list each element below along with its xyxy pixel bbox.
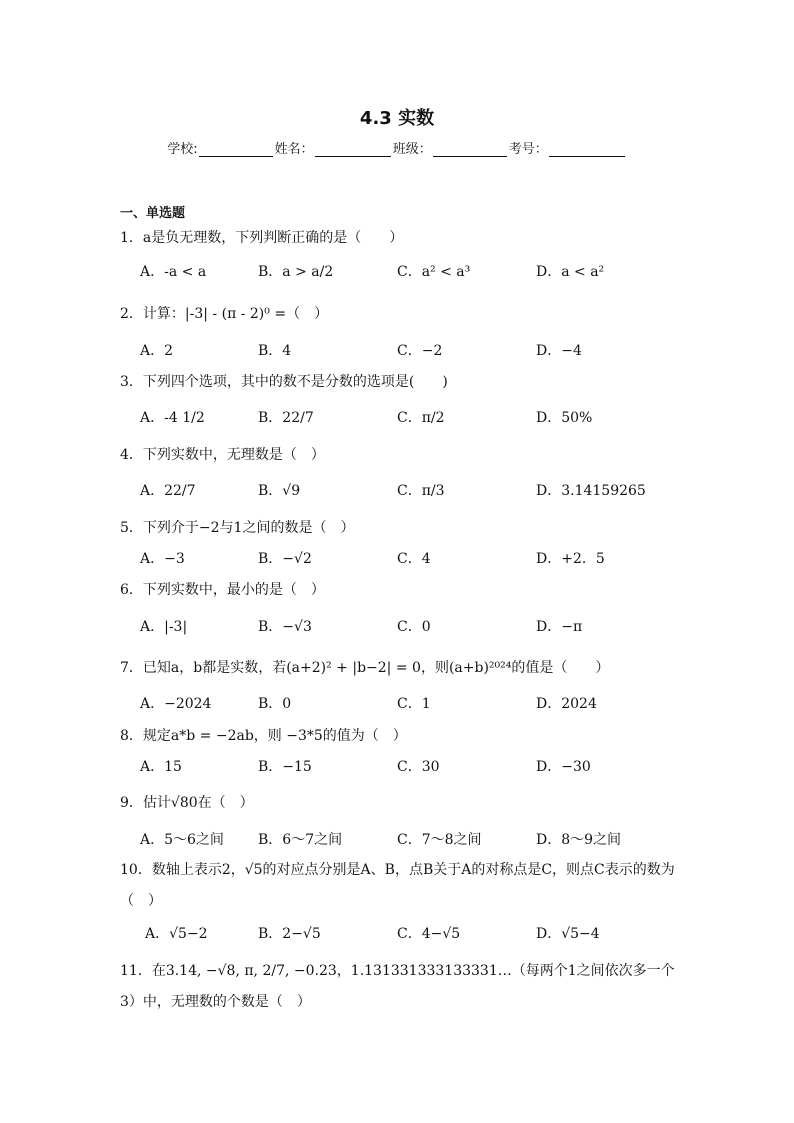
- question-8-option-b[interactable]: B．−15: [258, 759, 312, 775]
- question-2-option-a[interactable]: A．2: [140, 343, 174, 359]
- question-2-option-d[interactable]: D．−4: [536, 343, 582, 359]
- question-7-option-b[interactable]: B．0: [258, 696, 292, 712]
- question-10-option-a[interactable]: A．√5−2: [145, 926, 208, 942]
- question-7-stem: 7．已知a，b都是实数，若(a+2)² + |b−2| = 0，则(a+b)²⁰²⁴的值是（ ）: [120, 660, 610, 676]
- school-label: 学校:: [167, 142, 198, 157]
- student-info-line: [0, 138, 794, 157]
- question-7-option-a[interactable]: A．−2024: [140, 696, 212, 712]
- question-3-option-c[interactable]: C．π/2: [397, 410, 445, 426]
- question-2-option-b[interactable]: B．4: [258, 343, 292, 359]
- question-3-stem: 3．下列四个选项，其中的数不是分数的选项是( ): [120, 374, 448, 390]
- question-6-option-b[interactable]: B．−√3: [258, 619, 312, 635]
- section-title: 一、单选题: [120, 206, 186, 221]
- question-10-stem: 10．数轴上表示2，√5的对应点分别是A、B，点B关于A的对称点是C，则点C表示的数为（ ）: [120, 862, 675, 909]
- class-label: 班级：: [392, 142, 432, 157]
- question-4-option-a[interactable]: A．22/7: [140, 483, 196, 499]
- number-field[interactable]: [549, 142, 625, 157]
- question-7-option-c[interactable]: C．1: [397, 696, 431, 712]
- question-10-option-b[interactable]: B．2−√5: [258, 926, 321, 942]
- question-8-stem: 8．规定a*b = −2ab，则 −3*5的值为（ ）: [120, 728, 407, 744]
- question-6-option-a[interactable]: A．|-3|: [140, 619, 188, 635]
- question-6-option-c[interactable]: C．0: [397, 619, 431, 635]
- page-title: 4.3 实数: [359, 108, 435, 129]
- question-1-option-d[interactable]: D．a < a²: [536, 264, 605, 280]
- question-5-option-a[interactable]: A．−3: [140, 551, 185, 567]
- question-1-option-b[interactable]: B．a > a/2: [258, 264, 334, 280]
- name-field[interactable]: [315, 142, 391, 157]
- number-label: 考号：: [508, 142, 548, 157]
- question-10-option-c[interactable]: C．4−√5: [397, 926, 461, 942]
- question-6-option-d[interactable]: D．−π: [536, 619, 583, 635]
- question-9-option-d[interactable]: D．8～9之间: [536, 832, 622, 848]
- question-10-option-d[interactable]: D．√5−4: [536, 926, 600, 942]
- question-1-stem: 1．a是负无理数，下列判断正确的是（ ）: [120, 230, 404, 246]
- question-4-option-d[interactable]: D．3.14159265: [536, 483, 646, 499]
- question-3-option-b[interactable]: B．22/7: [258, 410, 314, 426]
- question-1-option-c[interactable]: C．a² < a³: [397, 264, 471, 280]
- question-9-option-c[interactable]: C．7～8之间: [397, 832, 482, 848]
- question-2-stem: 2．计算：|-3| - (π - 2)⁰ =（ ）: [120, 306, 329, 322]
- question-4-option-c[interactable]: C．π/3: [397, 483, 445, 499]
- question-8-option-c[interactable]: C．30: [397, 759, 440, 775]
- question-8-option-d[interactable]: D．−30: [536, 759, 591, 775]
- question-11-stem: 11．在3.14, −√8, π, 2/7, −0.23，1.131331333133331…（每两个1之间依次多一个3）中，无理数的个数是（ ）: [120, 963, 675, 1010]
- class-field[interactable]: [433, 142, 507, 157]
- question-9-option-b[interactable]: B．6～7之间: [258, 832, 343, 848]
- question-6-stem: 6．下列实数中，最小的是（ ）: [120, 582, 325, 598]
- question-3-option-a[interactable]: A．-4 1/2: [140, 410, 205, 426]
- question-5-option-b[interactable]: B．−√2: [258, 551, 312, 567]
- question-5-option-c[interactable]: C．4: [397, 551, 431, 567]
- name-label: 姓名：: [274, 142, 314, 157]
- question-4-option-b[interactable]: B．√9: [258, 483, 301, 499]
- question-7-option-d[interactable]: D．2024: [536, 696, 597, 712]
- question-9-option-a[interactable]: A．5～6之间: [140, 832, 224, 848]
- question-9-stem: 9．估计√80在（ ）: [120, 795, 254, 811]
- question-4-stem: 4．下列实数中，无理数是（ ）: [120, 447, 325, 463]
- question-1-option-a[interactable]: A．-a < a: [140, 264, 207, 280]
- school-field[interactable]: [199, 142, 273, 157]
- question-2-option-c[interactable]: C．−2: [397, 343, 443, 359]
- question-8-option-a[interactable]: A．15: [140, 759, 182, 775]
- question-5-stem: 5．下列介于−2与1之间的数是（ ）: [120, 520, 355, 536]
- question-5-option-d[interactable]: D．+2．5: [536, 551, 605, 567]
- question-3-option-d[interactable]: D．50%: [536, 410, 593, 426]
